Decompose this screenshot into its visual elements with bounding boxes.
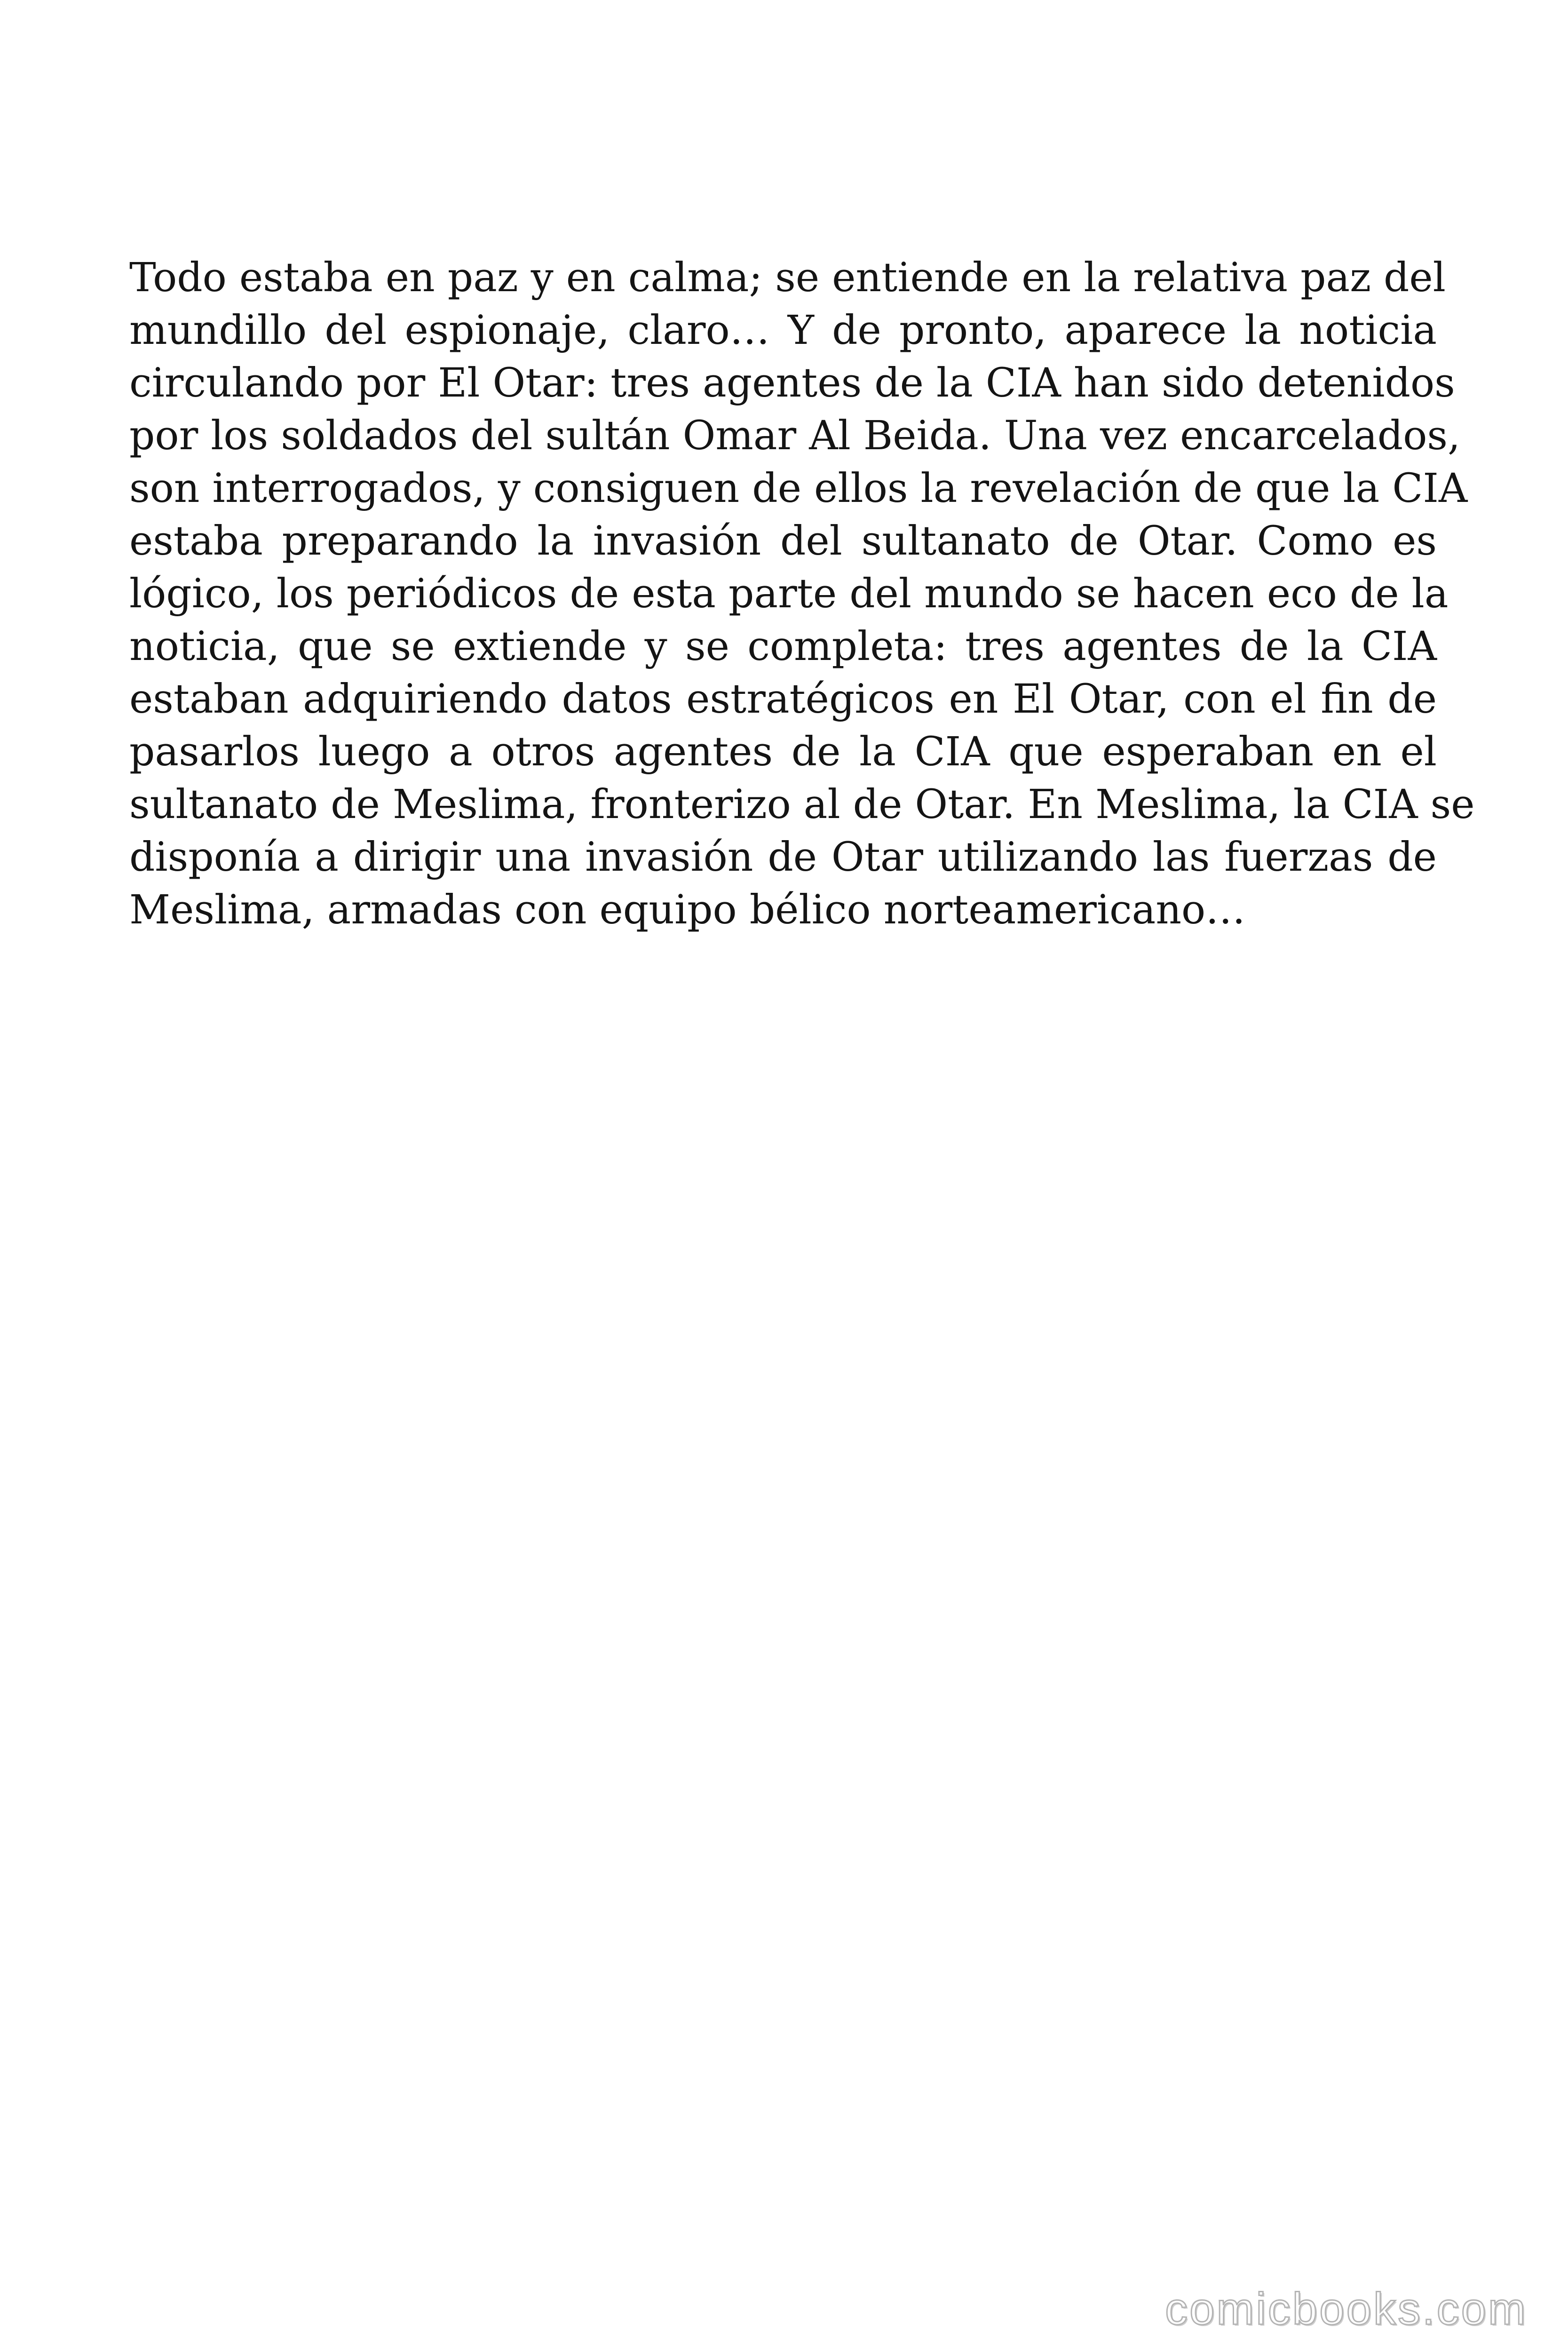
watermark-logo: comicbooks.com — [1165, 2284, 1528, 2334]
paragraph-line: pasarlos luego a otros agentes de la CIA que esperaban en el — [129, 729, 1437, 775]
paragraph-line: circulando por El Otar: tres agentes de la CIA han sido detenidos — [129, 360, 1455, 406]
paragraph-line: estaba preparando la invasión del sultanato de Otar. Como es — [129, 518, 1437, 564]
paragraph-line: son interrogados, y consiguen de ellos la revelación de que la CIA — [129, 465, 1468, 512]
paragraph-line: por los soldados del sultán Omar Al Beida. Una vez encarcelados, — [129, 413, 1461, 459]
paragraph-line: Todo estaba en paz y en calma; se entiende en la relativa paz del — [129, 254, 1446, 301]
paragraph-line: noticia, que se extiende y se completa: tres agentes de la CIA — [129, 623, 1437, 670]
paragraph-line: lógico, los periódicos de esta parte del mundo se hacen eco de la — [129, 571, 1449, 617]
paragraph-line: mundillo del espionaje, claro… Y de pronto, aparece la noticia — [129, 307, 1437, 354]
paragraph-line: sultanato de Meslima, fronterizo al de Otar. En Meslima, la CIA se — [129, 781, 1475, 828]
paragraph-line: disponía a dirigir una invasión de Otar utilizando las fuerzas de — [129, 834, 1437, 881]
paragraph-line-last: Meslima, armadas con equipo bélico norteamericano… — [129, 887, 1246, 933]
paragraph-line: estaban adquiriendo datos estratégicos en El Otar, con el fin de — [129, 676, 1437, 723]
body-paragraph — [129, 252, 1475, 937]
